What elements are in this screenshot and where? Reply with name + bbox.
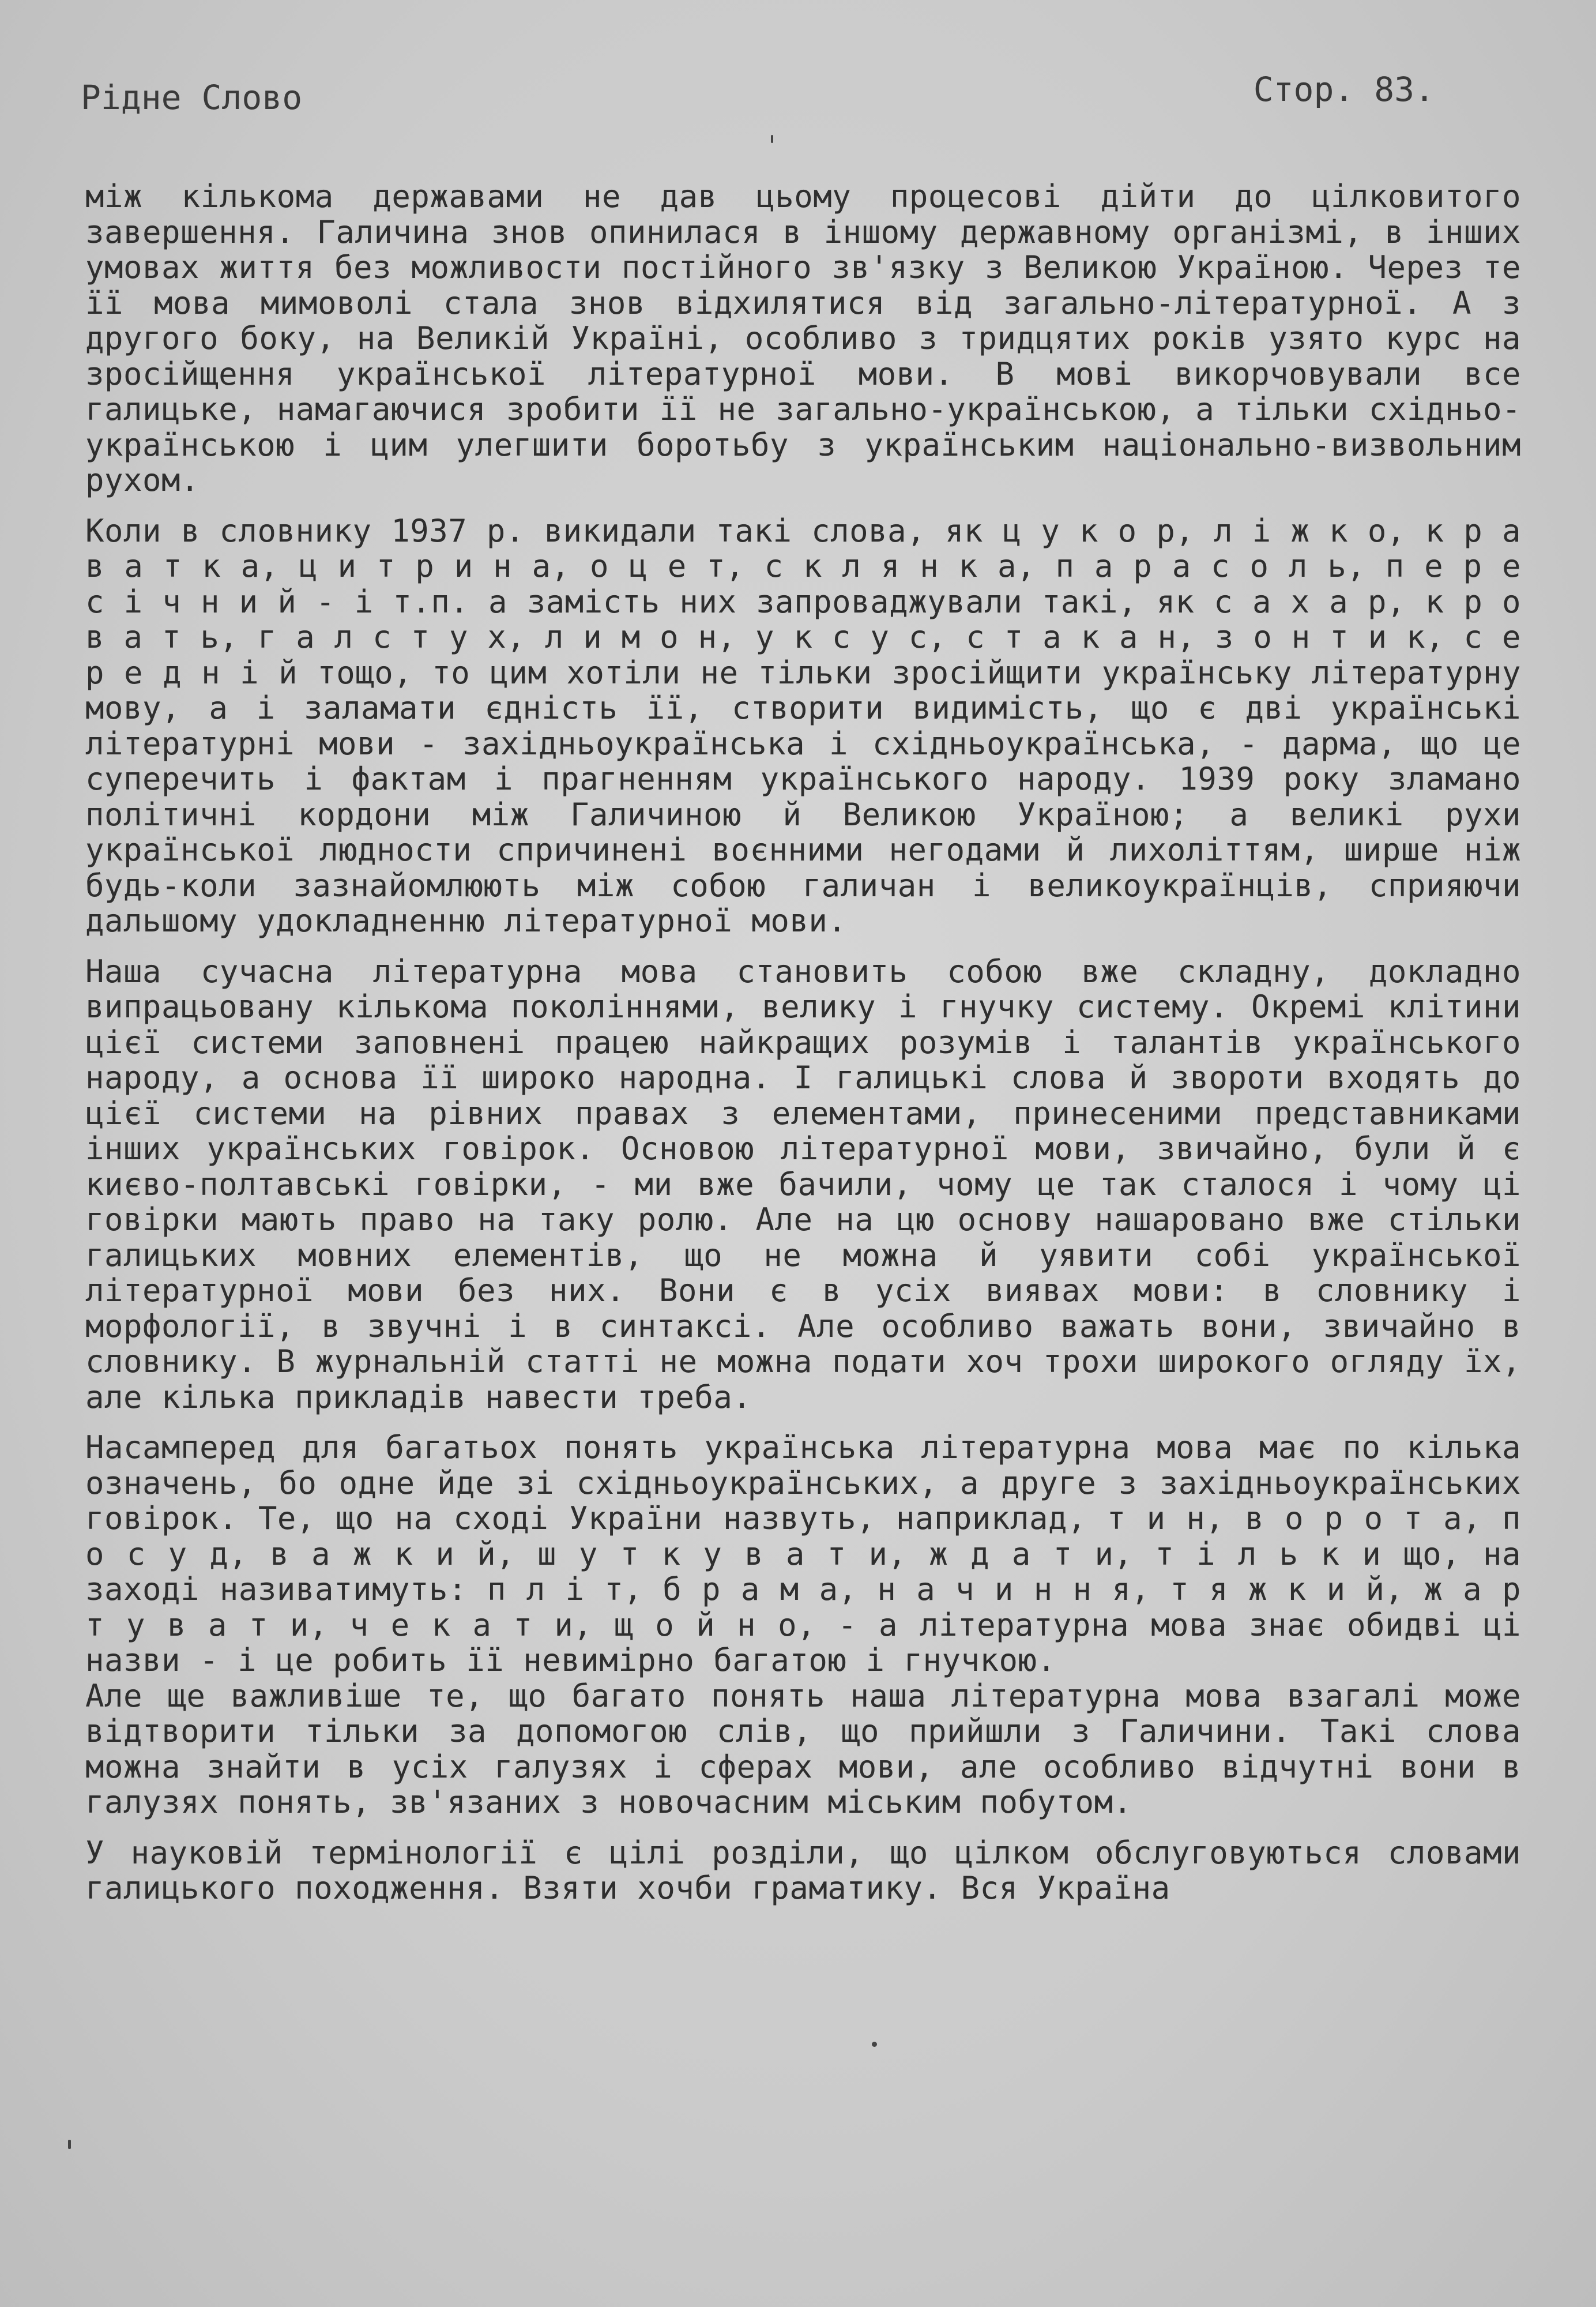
paragraph-6: У науковій термінології є цілі розділи, що цілком обслуговуються словами галицького походження. Взяти хочби граматику. Вся Україна — [85, 1834, 1521, 1906]
paragraph-4: Насамперед для багатьох понять українська літературна мова має по кілька означень, бо одне йде зі східньоукраїнських, а друге з західньоукраїнських говірок. Те, що на сході України назвуть, наприклад, т и н, в о р о т а, п о с у д, в а ж к и й, ш у т к у в а т и, ж д а т и, т і л ь к и що, на заході називатимуть: п л і т, б р а м а, н а ч и н н я, т я ж к и й, ж а р т у в а т и, ч е к а т и, щ о й н о, - а літературна мова знає обидві ці назви - і це робить її невимірно багатою і гнучкою. — [85, 1429, 1521, 1678]
page-number: Стор. 83. — [1253, 70, 1435, 109]
ink-speck — [872, 2042, 877, 2047]
page-header — [81, 70, 1435, 124]
ink-speck — [771, 135, 773, 143]
paragraph-2: Коли в словнику 1937 р. викидали такі слова, як ц у к о р, л і ж к о, к р а в а т к а, ц и т р и н а, о ц е т, с к л я н к а, п а р а с о л ь, п е р е с і ч н и й - і т.п. а замість них запроваджували такі, як с а х а р, к р о в а т ь, г а л с т у х, л и м о н, у к с у с, с т а к а н, з о н т и к, с е р е д н і й тощо, то цим хотіли не тільки зросійщити українську літературну мову, а і заламати єдність її, створити видимість, що є дві українські літературні мови - західньоукраїнська і східньоукраїнська, - дарма, що це суперечить і фактам і прагненням українського народу. 1939 року зламано політичні кордони між Галичиною й Великою Україною; а великі рухи української людности спричинені воєнними негодами й лихоліттям, ширше ніж будь-коли зазнайомлюють між собою галичан і великоукраїнців, сприяючи дальшому удокладненню літературної мови. — [85, 512, 1521, 939]
paragraph-1: між кількома державами не дав цьому процесові дійти до цілковитого завершення. Галичина знов опинилася в іншому державному організмі, в інших умовах життя без можливости постійного зв'язку з Великою Україною. Через те її мова мимоволі стала знов відхилятися від загально-літературної. А з другого боку, на Великій Україні, особливо з тридцятих років узято курс на зросійщення української літературної мови. В мові викорчовували все галицьке, намагаючися зробити її не загально-українською, а тільки східньо-українською і цим улегшити боротьбу з українським національно-визвольним рухом. — [85, 178, 1521, 498]
publication-title: Рідне Слово — [81, 78, 303, 117]
paragraph-5: Але ще важливіше те, що багато понять наша літературна мова взагалі може відтворити тільки за допомогою слів, що прийшли з Галичини. Такі слова можна знайти в усіх галузях і сферах мови, але особливо відчутні вони в галузях понять, зв'язаних з новочасним міським побутом. — [85, 1677, 1521, 1820]
ink-speck — [68, 2140, 71, 2149]
paragraph-3: Наша сучасна літературна мова становить собою вже складну, докладно випрацьовану кількома поколіннями, велику і гнучку систему. Окремі клітини цієї системи заповнені працею найкращих розумів і талантів українського народу, а основа її широко народна. І галицькі слова й звороти входять до цієї системи на рівних правах з елементами, принесеними представниками інших українських говірок. Основою літературної мови, звичайно, були й є києво-полтавські говірки, - ми вже бачили, чому це так сталося і чому ці говірки мають право на таку ролю. Але на цю основу нашаровано вже стільки галицьких мовних елементів, що не можна й уявити собі української літературної мови без них. Вони є в усіх виявах мови: в словнику і морфології, в звучні і в синтаксі. Але особливо важать вони, звичайно в словнику. В журнальній статті не можна подати хоч трохи широкого огляду їх, але кілька прикладів навести треба. — [85, 953, 1521, 1415]
article-body — [85, 179, 1521, 1921]
